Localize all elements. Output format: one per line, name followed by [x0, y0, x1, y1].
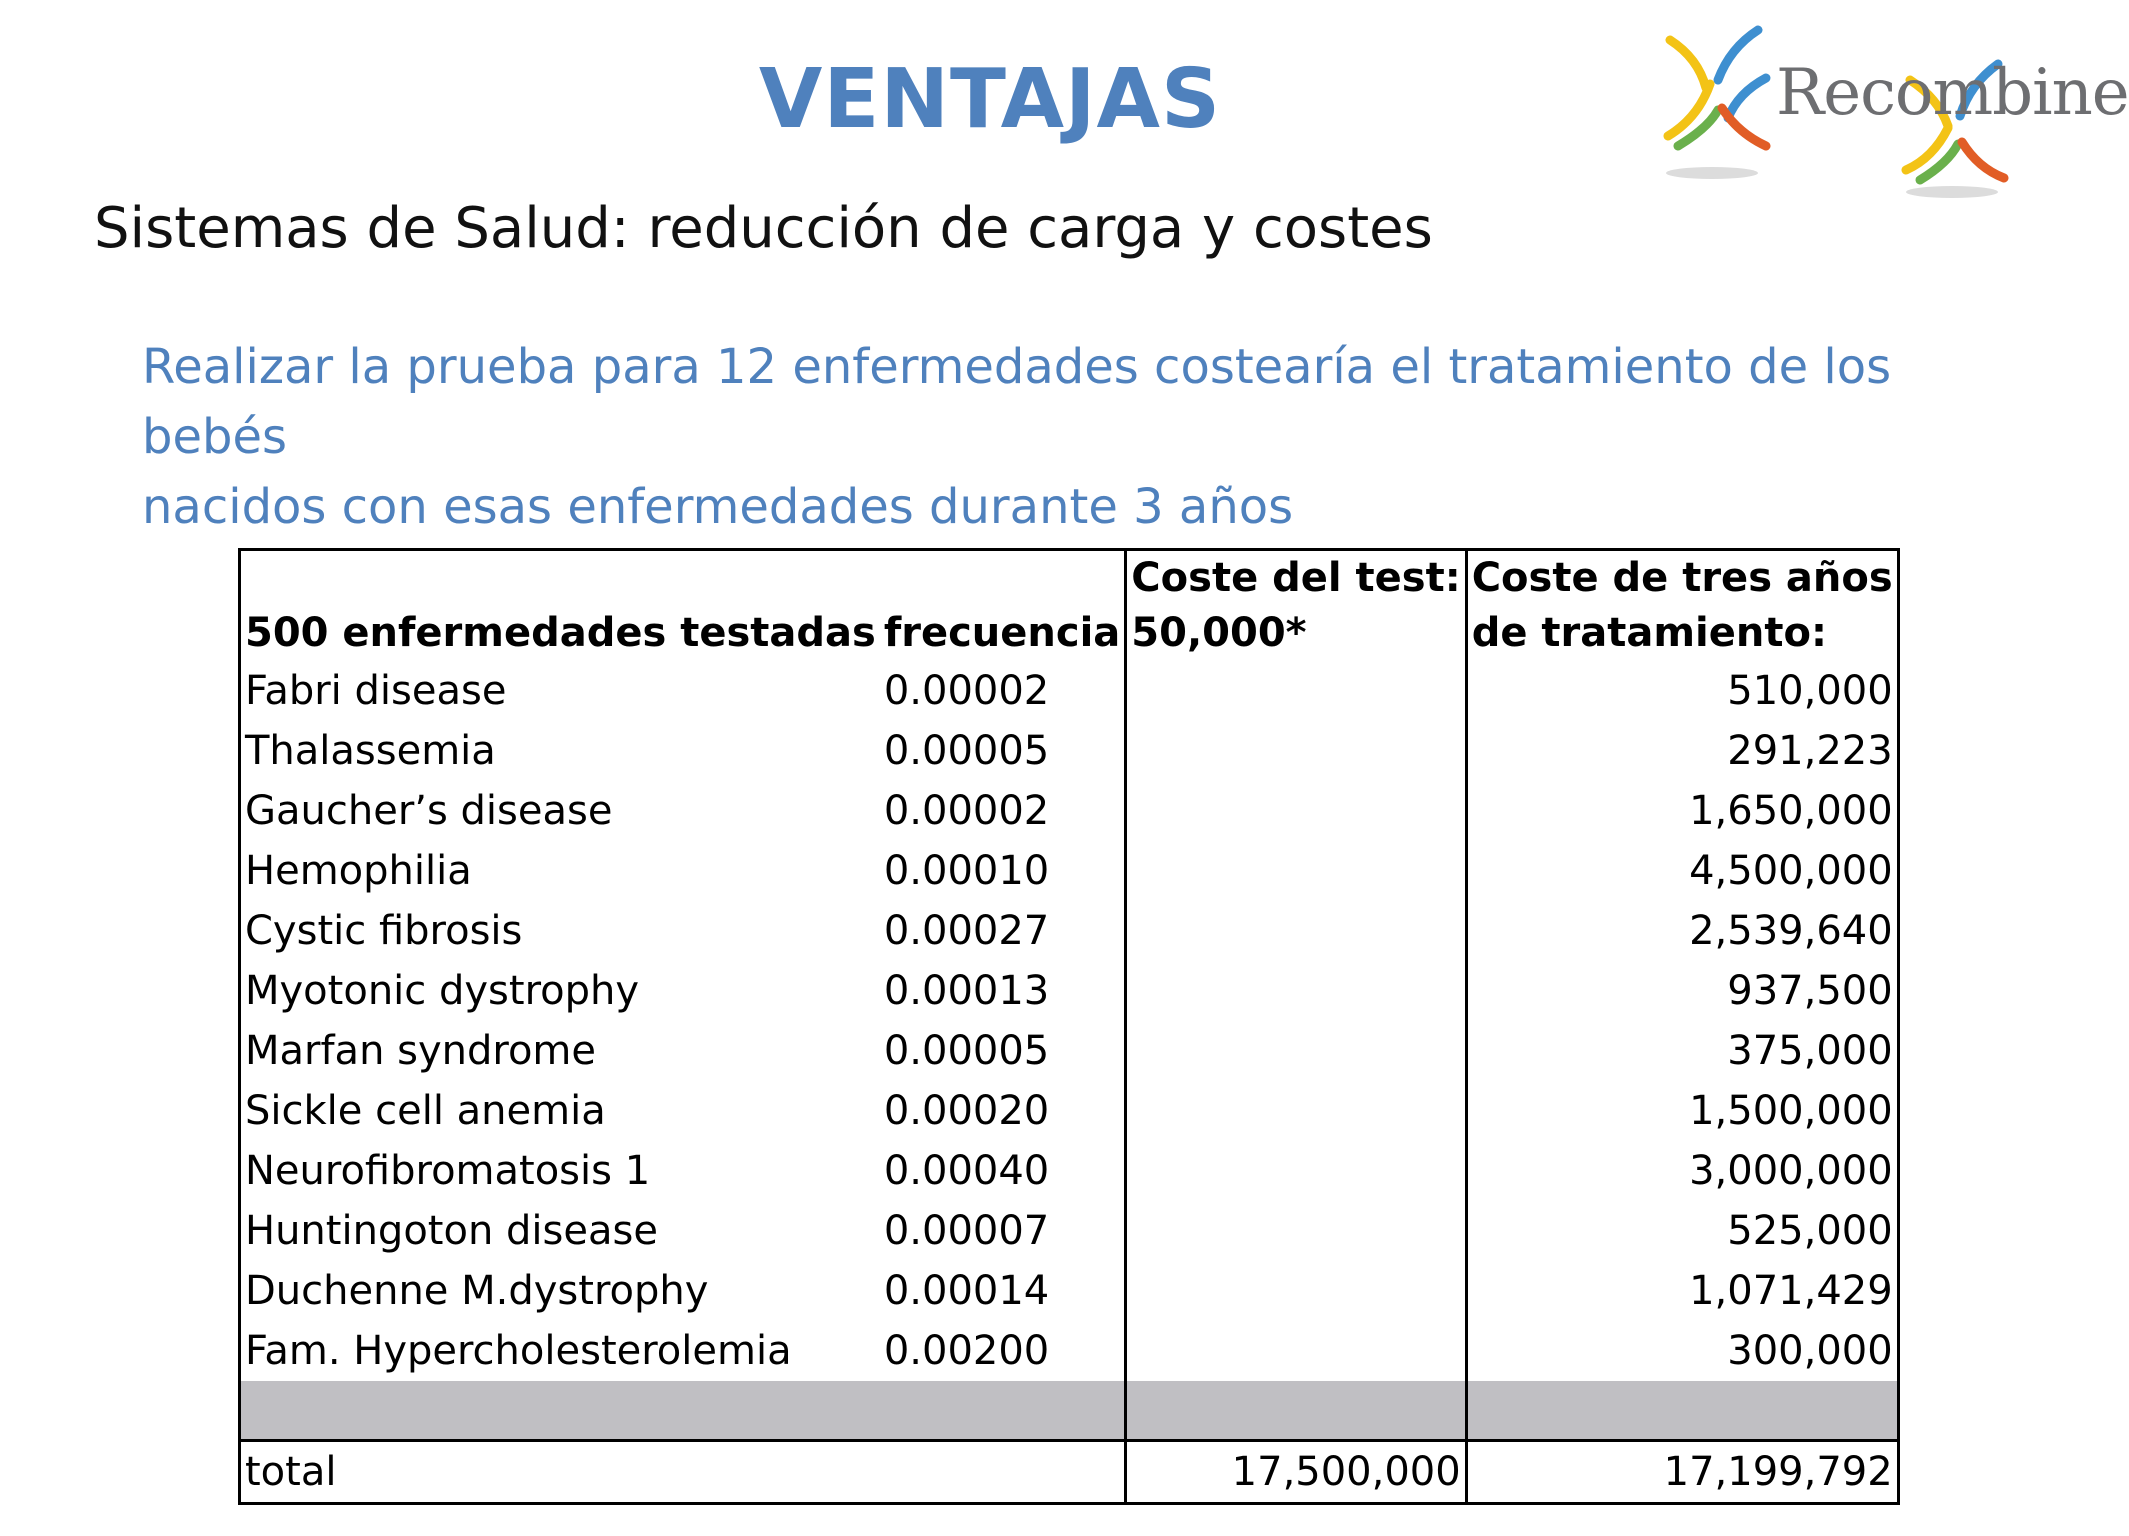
- treatment-cost: 525,000: [1727, 1208, 1893, 1254]
- summary-text: [142, 332, 2002, 542]
- table-row: [240, 721, 1899, 781]
- header-treatment-cost-line2: de tratamiento:: [1471, 610, 1827, 656]
- test-cost-cell: [1126, 1141, 1466, 1201]
- disease-frequency: 0.00002: [880, 661, 1126, 721]
- spacer-row: [240, 1381, 1899, 1441]
- test-cost-cell: [1126, 961, 1466, 1021]
- treatment-cost: 1,650,000: [1689, 788, 1893, 834]
- disease-frequency: 0.00014: [880, 1261, 1126, 1321]
- table-row: [240, 1261, 1899, 1321]
- disease-frequency: 0.00040: [880, 1141, 1126, 1201]
- cost-table-wrapper: [238, 548, 1900, 1505]
- treatment-cost: 4,500,000: [1689, 848, 1893, 894]
- treatment-cost: 291,223: [1727, 728, 1893, 774]
- test-cost-cell: [1126, 1021, 1466, 1081]
- total-treatment-cost: 17,199,792: [1466, 1441, 1898, 1504]
- treatment-cost: 510,000: [1727, 668, 1893, 714]
- treatment-cost: 3,000,000: [1689, 1148, 1893, 1194]
- table-row: [240, 781, 1899, 841]
- table-row: [240, 1321, 1899, 1381]
- table-row: [240, 841, 1899, 901]
- disease-name: Gaucher’s disease: [245, 788, 613, 834]
- test-cost-cell: [1126, 1201, 1466, 1261]
- treatment-cost: 300,000: [1727, 1328, 1893, 1374]
- total-row: [240, 1441, 1899, 1504]
- table-header-row: [240, 550, 1899, 662]
- disease-name: Thalassemia: [245, 728, 496, 774]
- header-test-cost-line1: Coste del test:: [1131, 555, 1461, 601]
- header-treatment-cost: [1466, 550, 1898, 662]
- disease-frequency: 0.00007: [880, 1201, 1126, 1261]
- disease-name: Hemophilia: [245, 848, 472, 894]
- disease-name: Duchenne M.dystrophy: [245, 1268, 709, 1314]
- header-test-cost-line2: 50,000*: [1131, 610, 1307, 656]
- disease-name: Sickle cell anemia: [245, 1088, 606, 1134]
- disease-frequency: 0.00005: [880, 1021, 1126, 1081]
- disease-name: Marfan syndrome: [245, 1028, 596, 1074]
- recombine-logo: [1648, 18, 2129, 218]
- header-treatment-cost-line1: Coste de tres años: [1471, 555, 1893, 601]
- table-row: [240, 661, 1899, 721]
- disease-name: Cystic fibrosis: [245, 908, 523, 954]
- test-cost-cell: [1126, 1081, 1466, 1141]
- header-diseases: 500 enfermedades testadas: [245, 610, 876, 656]
- test-cost-cell: [1126, 901, 1466, 961]
- table-row: [240, 961, 1899, 1021]
- disease-frequency: 0.00005: [880, 721, 1126, 781]
- treatment-cost: 375,000: [1727, 1028, 1893, 1074]
- test-cost-cell: [1126, 1261, 1466, 1321]
- table-row: [240, 1081, 1899, 1141]
- total-label: total: [240, 1441, 880, 1504]
- disease-name: Neurofibromatosis 1: [245, 1148, 651, 1194]
- table-row: [240, 1021, 1899, 1081]
- test-cost-cell: [1126, 781, 1466, 841]
- logo-text: Recombine: [1776, 56, 2129, 130]
- table-row: [240, 1201, 1899, 1261]
- disease-name: Huntingoton disease: [245, 1208, 658, 1254]
- disease-frequency: 0.00002: [880, 781, 1126, 841]
- treatment-cost: 1,071,429: [1689, 1268, 1893, 1314]
- disease-frequency: 0.00013: [880, 961, 1126, 1021]
- header-frequency: frecuencia: [880, 550, 1126, 662]
- test-cost-cell: [1126, 661, 1466, 721]
- cost-table: [238, 548, 1900, 1505]
- table-row: [240, 1141, 1899, 1201]
- treatment-cost: 937,500: [1727, 968, 1893, 1014]
- summary-line-1: Realizar la prueba para 12 enfermedades costearía el tratamiento de los bebés: [142, 339, 1892, 465]
- disease-name: Fam. Hypercholesterolemia: [245, 1328, 792, 1374]
- disease-name: Myotonic dystrophy: [245, 968, 640, 1014]
- disease-frequency: 0.00027: [880, 901, 1126, 961]
- total-test-cost: 17,500,000: [1126, 1441, 1466, 1504]
- disease-frequency: 0.00010: [880, 841, 1126, 901]
- disease-name: Fabri disease: [245, 668, 507, 714]
- summary-line-2: nacidos con esas enfermedades durante 3 años: [142, 479, 1294, 535]
- treatment-cost: 1,500,000: [1689, 1088, 1893, 1134]
- section-subtitle: Sistemas de Salud: reducción de carga y costes: [94, 196, 1433, 261]
- test-cost-cell: [1126, 721, 1466, 781]
- test-cost-cell: [1126, 1321, 1466, 1381]
- treatment-cost: 2,539,640: [1689, 908, 1893, 954]
- disease-frequency: 0.00020: [880, 1081, 1126, 1141]
- slide-title: VENTAJAS: [758, 52, 1222, 147]
- disease-frequency: 0.00200: [880, 1321, 1126, 1381]
- test-cost-cell: [1126, 841, 1466, 901]
- header-test-cost: [1126, 550, 1466, 662]
- table-row: [240, 901, 1899, 961]
